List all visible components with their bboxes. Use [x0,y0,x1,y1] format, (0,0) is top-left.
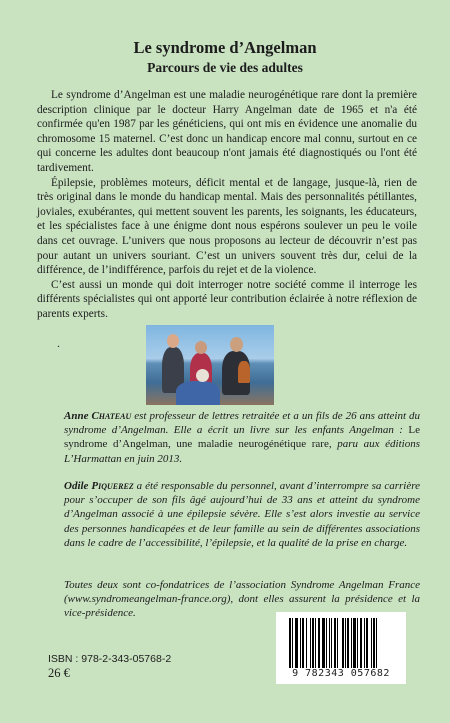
barcode-bars [289,618,393,668]
association-note: Toutes deux sont co-fondatrices de l’association Syndrome Angelman France (www.syndromeangelman-france.org), dont elles assurent la présidence et la vice-présidence. [64,579,420,620]
barcode-stripe [357,618,358,668]
isbn: ISBN : 978-2-343-05768-2 [48,653,172,665]
author-last-name: Piquerez [91,480,134,492]
barcode-stripe [315,618,316,668]
bio-anne-chateau [64,409,420,466]
author-first-name: Odile [64,480,89,492]
barcode-stripe [306,618,307,668]
barcode-stripe [334,618,336,668]
barcode-stripe [371,618,372,668]
author-last-name: Chateau [91,410,132,422]
barcode-stripe [292,618,293,668]
barcode-stripe [312,618,314,668]
barcode [276,612,406,684]
barcode-stripe [337,618,338,668]
description-text [37,88,417,322]
description-paragraph-2: Épilepsie, problèmes moteurs, déficit mental et de langage, jusque-là, rien de très original dans le monde du handicap mental. Mais des personnalités pétillantes, joviales, exubérantes, qui mettent souvent les parents, les soignants, les éducateurs, et les spécialistes face à une énigme dont nous espérons soulever un peu le voile dans cet ouvrage. L’univers que nous proposons au lecteur de découvrir n’est pas pour autant un univers souriant. C’est un univers souvent très dur, celui de la différence, de l’indifférence, parfois du rejet et de la violence. [37,176,417,277]
bio-odile-piquerez [64,479,420,550]
description-paragraph-1: Le syndrome d’Angelman est une maladie neurogénétique rare dont la première description clinique par le docteur Harry Angelman date de 1965 et n'a été confirmée qu'en 1987 par les généticiens, qui ont mis en évidence une anomalie du chromosome 15 maternel. C’est donc un handicap encore mal connu, surtout en ce qui concerne les adultes dont beaucoup n'ont jamais été diagnostiqués ou l'ont été tardivement. [37,89,417,174]
bio-text-end: paru aux éditions L’Harmattan en juin 2013. [64,438,420,465]
barcode-stripe [289,618,291,668]
barcode-stripe [326,618,327,668]
bio-text: est professeur de lettres retraitée et a un fils de 26 ans atteint du syndrome d’Angelman. Elle a écrit un livre sur les enfants Angelman : [64,410,420,437]
barcode-stripe [295,618,298,668]
description-paragraph-3: C’est aussi un monde qui doit interroger notre société comme il interroge les différents spécialistes qui ont apporté leur contribution éclairée à notre réflexion de parents experts. [37,278,417,320]
barcode-stripe [366,618,368,668]
barcode-stripe [373,618,375,668]
barcode-number: 9 782343 057682 [292,668,390,679]
book-subtitle: Parcours de vie des adultes [147,60,303,75]
book-reference: Le syndrome d’Angelman, une maladie neurogénétique rare, [64,424,420,451]
stray-dot: . [57,336,60,350]
barcode-stripe [376,618,377,668]
price: 26 € [48,666,70,680]
barcode-stripe [342,618,344,668]
barcode-stripe [345,618,346,668]
barcode-stripe [331,618,332,668]
barcode-stripe [322,618,325,668]
barcode-stripe [310,618,311,668]
author-first-name: Anne [64,410,89,422]
barcode-stripe [300,618,301,668]
barcode-stripe [329,618,330,668]
book-title: Le syndrome d’Angelman [133,38,317,57]
barcode-stripe [351,618,352,668]
barcode-stripe [347,618,349,668]
barcode-stripe [364,618,365,668]
barcode-stripe [360,618,362,668]
barcode-stripe [353,618,356,668]
barcode-stripe [302,618,304,668]
barcode-stripe [318,618,320,668]
bio-text: a été responsable du personnel, avant d’interrompre sa carrière pour s’occuper de son fils âgé aujourd’hui de 33 ans et atteint du syndrome d’Angelman associé à une épilepsie sévère. Elle s’est alors investie au service des personnes handicapées et de leur famille au sein de différentes associations dans le cadre de l’accessibilité, l’épilepsie, et la qualité de la prise en charge. [64,480,420,549]
authors-photo [146,325,274,405]
